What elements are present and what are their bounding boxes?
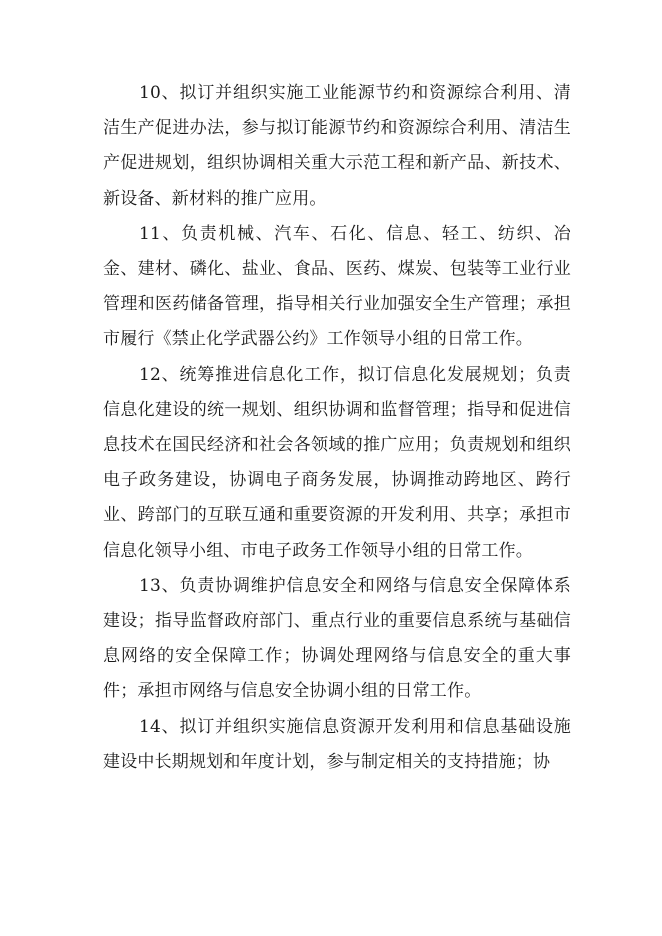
paragraph-14: 14、拟订并组织实施信息资源开发利用和信息基础设施建设中长期规划和年度计划，参与制定相关的支持措施；协: [103, 716, 571, 772]
paragraph-12: 12、统筹推进信息化工作，拟订信息化发展规划；负责信息化建设的统一规划、组织协调和监督管理；指导和促进信息技术在国民经济和社会各领域的推广应用；负责规划和组织电子政务建设，协调电子商务发展，协调推动跨地区、跨行业、跨部门的互联互通和重要资源的开发利用、共享；承担市信息化领导小组、市电子政务工作领导小组的日常工作。: [103, 364, 571, 561]
paragraph-13: 13、负责协调维护信息安全和网络与信息安全保障体系建设；指导监督政府部门、重点行业的重要信息系统与基础信息网络的安全保障工作；协调处理网络与信息安全的重大事件；承担市网络与信息安全协调小组的日常工作。: [103, 575, 571, 702]
paragraph-11: 11、负责机械、汽车、石化、信息、轻工、纺织、冶金、建材、磷化、盐业、食品、医药、煤炭、包装等工业行业管理和医药储备管理，指导相关行业加强安全生产管理；承担市履行《禁止化学武器公约》工作领导小组的日常工作。: [103, 223, 571, 350]
paragraph-10: 10、拟订并组织实施工业能源节约和资源综合利用、清洁生产促进办法，参与拟订能源节约和资源综合利用、清洁生产促进规划，组织协调相关重大示范工程和新产品、新技术、新设备、新材料的推广应用。: [103, 83, 571, 209]
document-body: [103, 76, 571, 780]
